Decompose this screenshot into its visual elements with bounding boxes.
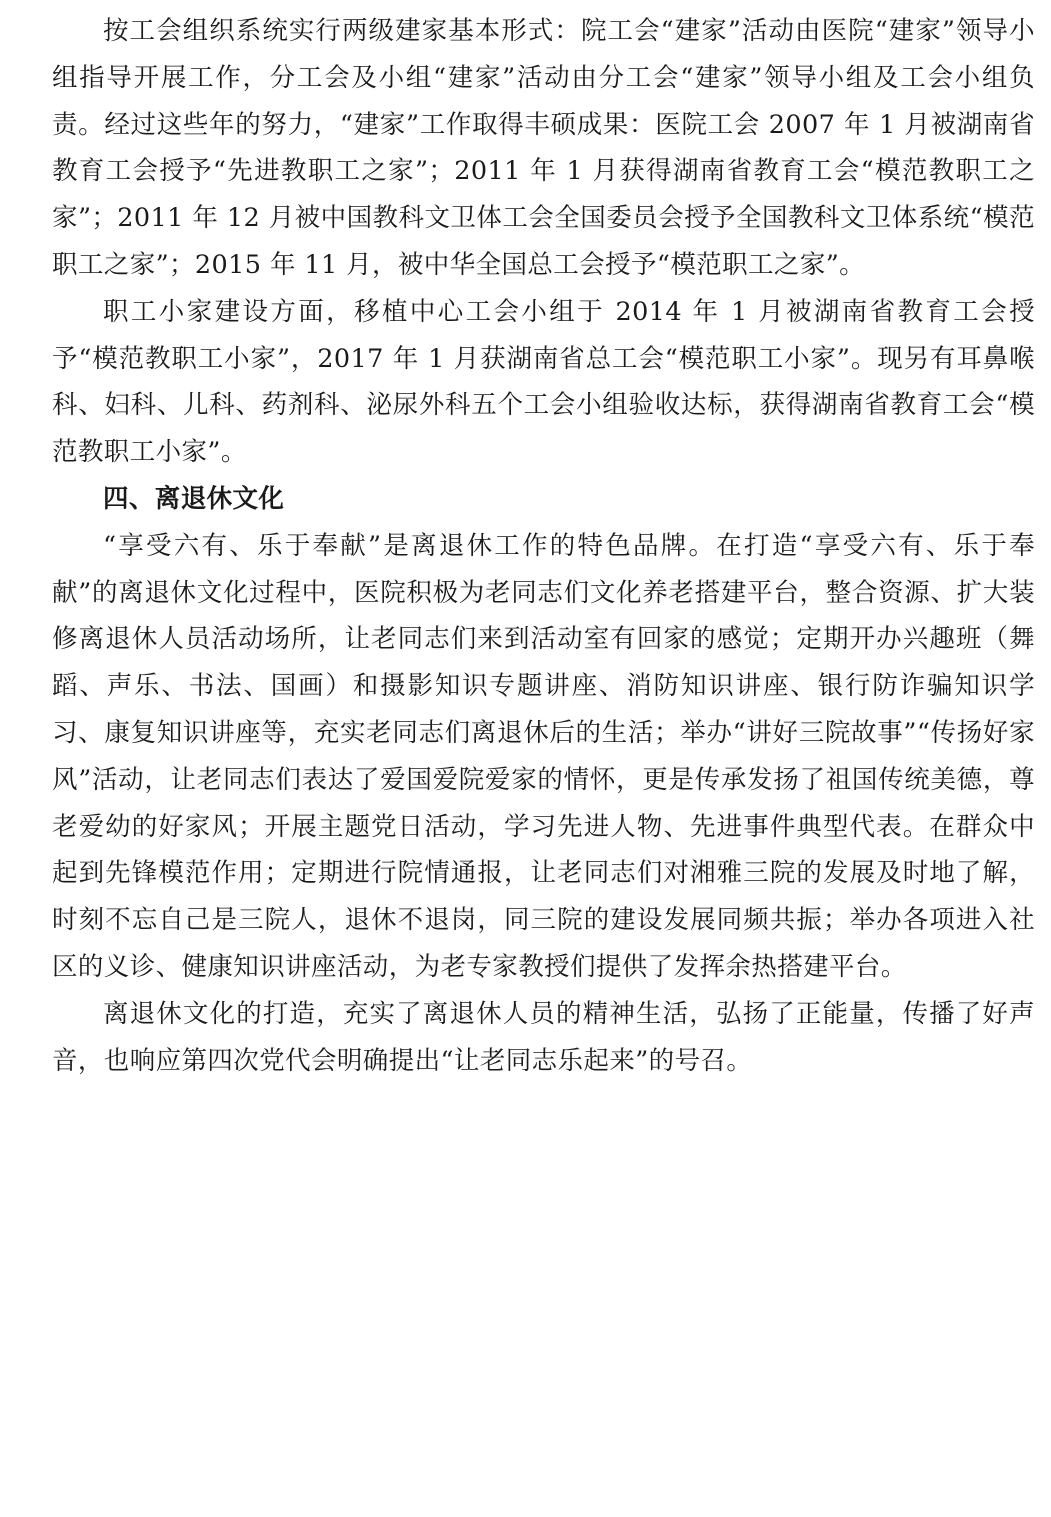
paragraph-small-home: 职工小家建设方面，移植中心工会小组于 2014 年 1 月被湖南省教育工会授予“模范教职工小家”，2017 年 1 月获湖南省总工会“模范职工小家”。现另有耳鼻喉科、妇科、儿科、药剂科、泌尿外科五个工会小组验收达标，获得湖南省教育工会“模范教职工小家”。 xyxy=(52,296,1035,468)
document-page xyxy=(52,8,1035,1084)
paragraph-retiree-culture: “享受六有、乐于奉献”是离退休工作的特色品牌。在打造“享受六有、乐于奉献”的离退休文化过程中，医院积极为老同志们文化养老搭建平台，整合资源、扩大装修离退休人员活动场所，让老同志们来到活动室有回家的感觉；定期开办兴趣班（舞蹈、声乐、书法、国画）和摄影知识专题讲座、消防知识讲座、银行防诈骗知识学习、康复知识讲座等，充实老同志们离退休后的生活；举办“讲好三院故事”“传扬好家风”活动，让老同志们表达了爱国爱院爱家的情怀，更是传承发扬了祖国传统美德，尊老爱幼的好家风；开展主题党日活动，学习先进人物、先进事件典型代表。在群众中起到先锋模范作用；定期进行院情通报，让老同志们对湘雅三院的发展及时地了解，时刻不忘自己是三院人，退休不退岗，同三院的建设发展同频共振；举办各项进入社区的义诊、健康知识讲座活动，为老专家教授们提供了发挥余热搭建平台。 xyxy=(52,530,1035,982)
section-heading: 四、离退休文化 xyxy=(103,483,285,514)
paragraph-home-building: 按工会组织系统实行两级建家基本形式：院工会“建家”活动由医院“建家”领导小组指导开展工作，分工会及小组“建家”活动由分工会“建家”领导小组及工会小组负责。经过这些年的努力，“建家”工作取得丰硕成果：医院工会 2007 年 1 月被湖南省教育工会授予“先进教职工之家”；2011 年 1 月获得湖南省教育工会“模范教职工之家”；2011 年 12 月被中国教科文卫体工会全国委员会授予全国教科文卫体系统“模范职工之家”；2015 年 11 月，被中华全国总工会授予“模范职工之家”。 xyxy=(52,16,1035,280)
paragraph-retiree-conclusion: 离退休文化的打造，充实了离退休人员的精神生活，弘扬了正能量，传播了好声音，也响应第四次党代会明确提出“让老同志乐起来”的号召。 xyxy=(52,998,1035,1076)
